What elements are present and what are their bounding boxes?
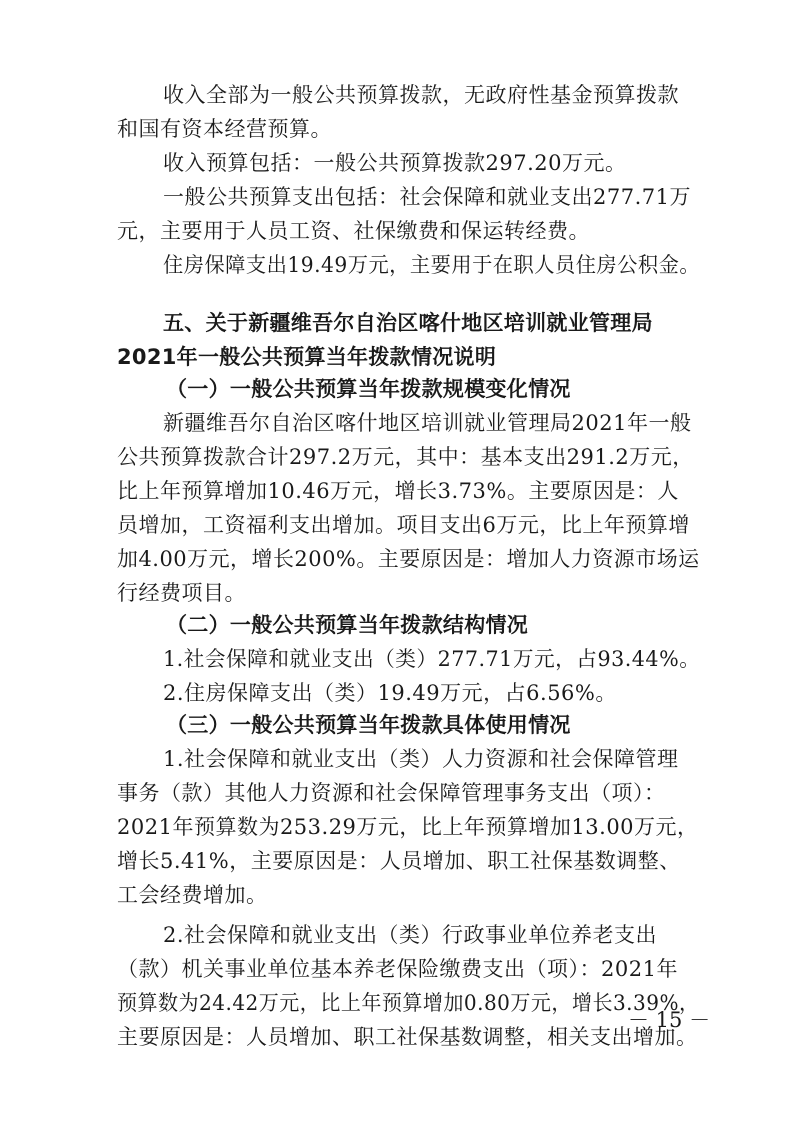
list-item: 2.住房保障支出（类）19.49万元，占6.56%。 xyxy=(163,681,617,705)
section-heading: 五、关于新疆维吾尔自治区喀什地区培训就业管理局 xyxy=(163,311,653,335)
paragraph-line: 增长5.41%，主要原因是：人员增加、职工社保基数调整、 xyxy=(117,849,681,873)
paragraph-line: 住房保障支出19.49万元，主要用于在职人员住房公积金。 xyxy=(163,253,701,277)
paragraph-line: 新疆维吾尔自治区喀什地区培训就业管理局2021年一般 xyxy=(163,411,692,435)
paragraph-line: 收入预算包括：一般公共预算拨款297.20万元。 xyxy=(163,151,627,175)
list-item: 1.社会保障和就业支出（类）277.71万元，占93.44%。 xyxy=(163,647,701,671)
paragraph-line: 预算数为24.42万元，比上年预算增加0.80万元，增长3.39%， xyxy=(117,991,700,1015)
paragraph-line: 收入全部为一般公共预算拨款，无政府性基金预算拨款 xyxy=(163,83,679,107)
page-number: － 15 － xyxy=(628,1008,711,1032)
subsection-title: （二）一般公共预算当年拨款结构情况 xyxy=(166,613,529,637)
paragraph-line: 事务（款）其他人力资源和社会保障管理事务支出（项）： xyxy=(117,781,666,805)
paragraph-line: 工会经费增加。 xyxy=(117,883,268,907)
paragraph-line: 主要原因是：人员增加、职工社保基数调整，相关支出增加。 xyxy=(117,1025,698,1049)
subsection-title: （一）一般公共预算当年拨款规模变化情况 xyxy=(166,377,571,401)
list-item: 2.社会保障和就业支出（类）行政事业单位养老支出 xyxy=(163,923,658,947)
paragraph-line: 元，主要用于人员工资、社保缴费和保运转经费。 xyxy=(117,219,590,243)
paragraph-line: 比上年预算增加10.46万元，增长3.73%。主要原因是：人 xyxy=(117,479,679,503)
paragraph-line: 2021年预算数为253.29万元，比上年预算增加13.00万元， xyxy=(117,815,699,839)
list-item: 1.社会保障和就业支出（类）人力资源和社会保障管理 xyxy=(163,747,679,771)
section-heading: 2021年一般公共预算当年拨款情况说明 xyxy=(117,345,497,369)
paragraph-line: 和国有资本经营预算。 xyxy=(117,117,332,141)
paragraph-line: 一般公共预算支出包括：社会保障和就业支出277.71万 xyxy=(163,185,691,209)
paragraph-line: 公共预算拨款合计297.2万元，其中：基本支出291.2万元， xyxy=(117,445,694,469)
subsection-title: （三）一般公共预算当年拨款具体使用情况 xyxy=(166,713,571,737)
paragraph-line: （款）机关事业单位基本养老保险缴费支出（项）：2021年 xyxy=(117,957,678,981)
paragraph-line: 行经费项目。 xyxy=(117,581,246,605)
paragraph-line: 加4.00万元，增长200%。主要原因是：增加人力资源市场运 xyxy=(117,547,700,571)
paragraph-line: 员增加，工资福利支出增加。项目支出6万元，比上年预算增 xyxy=(117,513,690,537)
